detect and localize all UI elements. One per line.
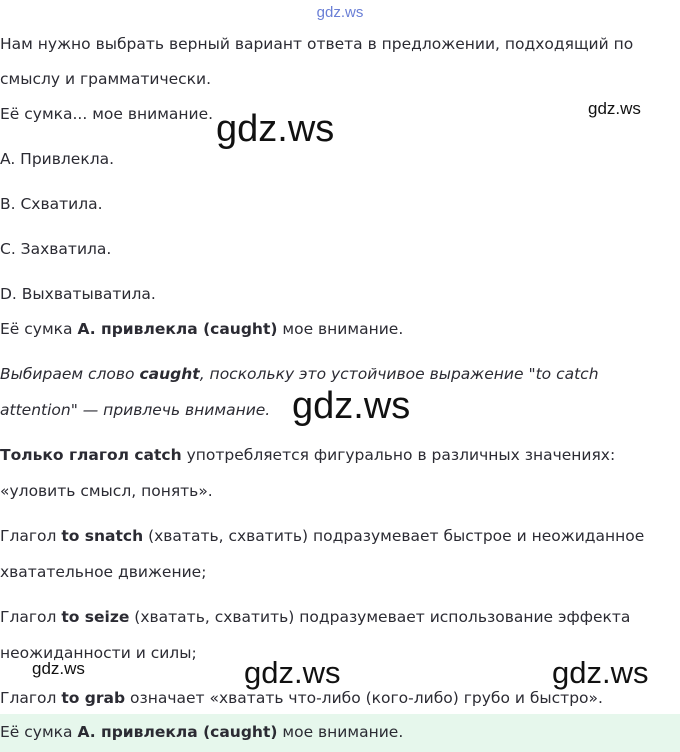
intro-line-2: смыслу и грамматически. — [0, 70, 212, 88]
snatch-note-prefix: Глагол — [0, 527, 62, 545]
explanation-part-1: Выбираем слово — [0, 365, 140, 383]
snatch-note-bold: to snatch — [61, 527, 144, 545]
grab-note-prefix: Глагол — [0, 689, 62, 707]
seize-note-rest: (хватать, схватить) подразумевает использование эффекта — [129, 608, 631, 626]
final-answer-highlight — [0, 714, 680, 752]
seize-note-bold: to seize — [61, 608, 130, 626]
watermark-small: gdz.ws — [588, 99, 641, 118]
final-answer-before: Её сумка — [0, 723, 78, 741]
grab-note-bold: to grab — [61, 689, 126, 707]
catch-note-line-1 — [0, 446, 615, 464]
final-answer-sentence — [0, 723, 403, 741]
answer-before: Её сумка — [0, 320, 78, 338]
grab-note-rest: означает «хватать что-либо (кого-либо) грубо и быстро». — [125, 689, 603, 707]
answer-choice: A. привлекла (caught) — [77, 320, 278, 338]
snatch-note-line-1 — [0, 527, 644, 545]
watermark-large: gdz.ws — [216, 108, 335, 150]
option-a: A. Привлекла. — [0, 150, 115, 168]
catch-note-rest: употребляется фигурально в различных значениях: — [181, 446, 616, 464]
seize-note-line-2: неожиданности и силы; — [0, 644, 197, 662]
answer-after: мое внимание. — [277, 320, 404, 338]
seize-note-prefix: Глагол — [0, 608, 62, 626]
explanation-line-2: attention" — привлечь внимание. — [0, 401, 271, 419]
seize-note-line-1 — [0, 608, 630, 626]
explanation-line-1 — [0, 365, 599, 383]
catch-note-bold: Только глагол catch — [0, 446, 182, 464]
watermark-medium: gdz.ws — [552, 655, 649, 690]
final-answer-choice: A. привлекла (caught) — [77, 723, 278, 741]
watermark-medium: gdz.ws — [244, 655, 341, 690]
question-sentence: Её сумка... мое внимание. — [0, 105, 214, 123]
intro-line-1: Нам нужно выбрать верный вариант ответа в предложении, подходящий по — [0, 35, 634, 53]
answer-sentence — [0, 320, 403, 338]
final-answer-after: мое внимание. — [277, 723, 404, 741]
explanation-word: caught — [139, 365, 200, 383]
option-c: C. Захватила. — [0, 240, 112, 258]
watermark-large: gdz.ws — [292, 385, 411, 427]
watermark-small: gdz.ws — [32, 659, 85, 678]
catch-note-line-2: «уловить смысл, понять». — [0, 482, 213, 500]
top-watermark: gdz.ws — [316, 4, 364, 21]
snatch-note-rest: (хватать, схватить) подразумевает быстрое и неожиданное — [143, 527, 645, 545]
option-d: D. Выхватыватила. — [0, 285, 156, 303]
snatch-note-line-2: хватательное движение; — [0, 563, 207, 581]
explanation-part-2: , поскольку это устойчивое выражение "to catch — [199, 365, 599, 383]
grab-note — [0, 689, 603, 707]
option-b: B. Схватила. — [0, 195, 103, 213]
